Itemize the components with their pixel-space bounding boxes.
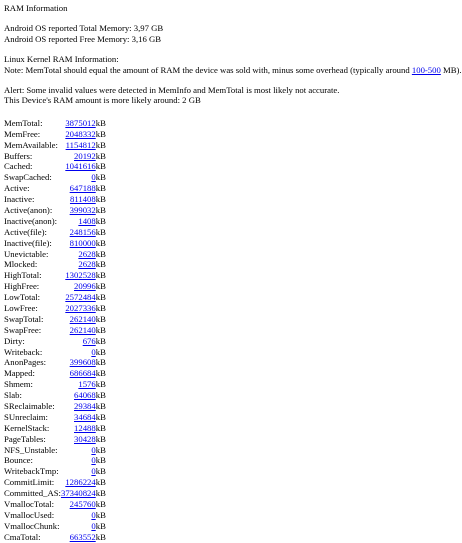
meminfo-row [4, 194, 106, 205]
meminfo-row [4, 249, 106, 260]
meminfo-row [4, 314, 106, 325]
meminfo-unit: kB [95, 368, 106, 379]
meminfo-value-cell [61, 379, 96, 390]
meminfo-value-cell [61, 129, 96, 140]
meminfo-row [4, 292, 106, 303]
meminfo-value-link[interactable]: 2628 [78, 259, 96, 270]
meminfo-value-link[interactable]: 0 [91, 346, 96, 357]
meminfo-key: Committed_AS: [4, 488, 61, 499]
meminfo-key: Bounce: [4, 455, 33, 466]
meminfo-value-link[interactable]: 0 [91, 455, 96, 466]
note-suffix: MB). [440, 64, 462, 75]
meminfo-value-link[interactable]: 37340824 [60, 488, 96, 499]
meminfo-unit: kB [95, 226, 106, 237]
meminfo-key: MemFree: [4, 128, 41, 139]
meminfo-row [4, 140, 106, 151]
meminfo-value-cell [61, 140, 96, 151]
os-free-memory: Android OS reported Free Memory: 3,16 GB [4, 33, 162, 44]
meminfo-value-cell [61, 357, 96, 368]
meminfo-value-link[interactable]: 2572484 [65, 292, 96, 303]
meminfo-unit: kB [95, 248, 106, 259]
meminfo-key: Inactive(file): [4, 237, 52, 248]
meminfo-unit: kB [95, 433, 106, 444]
meminfo-unit: kB [95, 128, 106, 139]
meminfo-key: AnonPages: [4, 357, 46, 368]
meminfo-unit: kB [95, 455, 106, 466]
meminfo-row [4, 412, 106, 423]
meminfo-value-link[interactable]: 676 [82, 335, 96, 346]
note-prefix: Note: MemTotal should equal the amount of RAM the device was sold with, minus some overhead (typically around [4, 64, 412, 75]
meminfo-key: NFS_Unstable: [4, 444, 58, 455]
meminfo-unit: kB [95, 357, 106, 368]
meminfo-unit: kB [95, 270, 106, 281]
meminfo-key: Cached: [4, 161, 33, 172]
meminfo-key: SwapFree: [4, 324, 42, 335]
meminfo-value-link[interactable]: 20996 [74, 281, 96, 292]
meminfo-unit: kB [95, 390, 106, 401]
meminfo-row [4, 205, 106, 216]
meminfo-row [4, 379, 106, 390]
meminfo-unit: kB [95, 117, 106, 128]
meminfo-value-cell [61, 368, 96, 379]
meminfo-key: Inactive(anon): [4, 215, 58, 226]
meminfo-key: Active(anon): [4, 204, 53, 215]
meminfo-table [4, 118, 106, 543]
meminfo-key: LowFree: [4, 302, 38, 313]
meminfo-value-cell [61, 216, 96, 227]
meminfo-unit: kB [95, 411, 106, 422]
meminfo-value-link[interactable]: 64068 [74, 390, 96, 401]
meminfo-value-cell [61, 477, 96, 488]
meminfo-value-cell [61, 259, 96, 270]
alert-line: Alert: Some invalid values were detected in MemInfo and MemTotal is most likely not accurate. [4, 85, 340, 96]
meminfo-row [4, 434, 106, 445]
meminfo-key: SUnreclaim: [4, 411, 48, 422]
meminfo-key: CmaTotal: [4, 531, 41, 542]
meminfo-value-link[interactable]: 20192 [74, 150, 96, 161]
meminfo-row [4, 532, 106, 543]
meminfo-unit: kB [95, 215, 106, 226]
meminfo-row [4, 118, 106, 129]
meminfo-value-cell [61, 238, 96, 249]
meminfo-value-link[interactable]: 399032 [69, 204, 96, 215]
meminfo-key: Dirty: [4, 335, 25, 346]
meminfo-value-cell [61, 466, 96, 477]
meminfo-row [4, 445, 106, 456]
meminfo-row [4, 455, 106, 466]
meminfo-unit: kB [95, 477, 106, 488]
meminfo-key: SwapCached: [4, 172, 52, 183]
meminfo-key: Mlocked: [4, 259, 38, 270]
meminfo-value-link[interactable]: 1408 [78, 215, 96, 226]
meminfo-unit: kB [95, 379, 106, 390]
meminfo-row [4, 227, 106, 238]
meminfo-value-cell [61, 314, 96, 325]
meminfo-row [4, 368, 106, 379]
meminfo-row [4, 129, 106, 140]
meminfo-value-cell [61, 194, 96, 205]
meminfo-value-link[interactable]: 0 [91, 466, 96, 477]
meminfo-value-cell [61, 249, 96, 260]
meminfo-unit: kB [95, 237, 106, 248]
meminfo-key: Mapped: [4, 368, 35, 379]
meminfo-key: Inactive: [4, 194, 35, 205]
meminfo-key: KernelStack: [4, 422, 50, 433]
meminfo-value-link[interactable]: 686684 [69, 368, 96, 379]
meminfo-row [4, 499, 106, 510]
meminfo-unit: kB [95, 401, 106, 411]
meminfo-unit: kB [95, 150, 106, 161]
meminfo-value-cell [61, 434, 96, 445]
note-line [4, 64, 462, 75]
meminfo-key: Shmem: [4, 379, 33, 390]
meminfo-value-cell [61, 488, 96, 499]
meminfo-value-cell [61, 183, 96, 194]
meminfo-unit: kB [95, 499, 106, 510]
meminfo-value-link[interactable]: 1576 [78, 379, 96, 390]
meminfo-unit: kB [95, 172, 106, 183]
meminfo-unit: kB [95, 183, 106, 194]
meminfo-unit: kB [95, 281, 106, 292]
meminfo-row [4, 357, 106, 368]
meminfo-value-cell [61, 151, 96, 162]
meminfo-value-link[interactable]: 2628 [78, 248, 96, 259]
meminfo-unit: kB [95, 139, 106, 150]
meminfo-value-cell [61, 401, 96, 412]
meminfo-value-link[interactable]: 34684 [74, 411, 96, 422]
meminfo-value-link[interactable]: 12488 [74, 422, 96, 433]
meminfo-value-link[interactable]: 2027336 [65, 302, 96, 313]
meminfo-row [4, 325, 106, 336]
meminfo-row [4, 347, 106, 358]
meminfo-key: VmallocTotal: [4, 499, 55, 510]
meminfo-row [4, 172, 106, 183]
spacer [4, 13, 451, 23]
meminfo-unit: kB [95, 302, 106, 313]
meminfo-key: MemAvailable: [4, 139, 58, 150]
meminfo-value-link[interactable]: 3875012 [65, 117, 96, 128]
meminfo-value-link[interactable]: 0 [91, 509, 96, 520]
meminfo-value-link[interactable]: 248156 [69, 226, 96, 237]
device-ram-estimate: This Device's RAM amount is more likely around: 2 GB [4, 95, 201, 106]
spacer [4, 44, 451, 54]
meminfo-value-cell [61, 303, 96, 314]
meminfo-key: CommitLimit: [4, 477, 55, 488]
meminfo-row [4, 183, 106, 194]
meminfo-value-link[interactable]: 1302528 [65, 270, 96, 281]
meminfo-row [4, 477, 106, 488]
meminfo-key: HighTotal: [4, 270, 42, 281]
meminfo-value-cell [61, 521, 96, 532]
meminfo-row [4, 238, 106, 249]
meminfo-value-cell [61, 161, 96, 172]
meminfo-key: WritebackTmp: [4, 466, 59, 477]
meminfo-unit: kB [95, 204, 106, 215]
meminfo-value-link[interactable]: 1154812 [65, 139, 96, 150]
page-title: RAM Information [4, 3, 68, 13]
meminfo-value-cell [61, 336, 96, 347]
spacer [4, 75, 451, 85]
meminfo-unit: kB [95, 466, 106, 477]
meminfo-value-link[interactable]: 811408 [69, 194, 96, 205]
meminfo-value-link[interactable]: 1286224 [65, 477, 96, 488]
meminfo-key: VmallocUsed: [4, 509, 55, 520]
meminfo-key: SReclaimable: [4, 401, 55, 411]
meminfo-unit: kB [95, 422, 106, 433]
meminfo-row [4, 510, 106, 521]
meminfo-unit: kB [95, 324, 106, 335]
meminfo-value-cell [61, 205, 96, 216]
note-range-link[interactable]: 100-500 [411, 64, 441, 75]
meminfo-value-cell [61, 445, 96, 456]
meminfo-value-cell [61, 455, 96, 466]
meminfo-unit: kB [95, 520, 106, 531]
meminfo-value-link[interactable]: 30428 [74, 433, 96, 444]
meminfo-unit: kB [95, 194, 106, 205]
meminfo-unit: kB [95, 161, 106, 172]
meminfo-value-cell [61, 292, 96, 303]
meminfo-unit: kB [95, 531, 106, 542]
meminfo-unit: kB [95, 346, 106, 357]
meminfo-value-cell [61, 325, 96, 336]
meminfo-unit: kB [95, 313, 106, 324]
meminfo-key: Unevictable: [4, 248, 49, 259]
meminfo-value-link[interactable]: 399608 [69, 357, 96, 368]
meminfo-key: PageTables: [4, 433, 46, 444]
meminfo-value-link[interactable]: 2048332 [65, 128, 96, 139]
kernel-header: Linux Kernel RAM Information: [4, 54, 119, 65]
meminfo-value-link[interactable]: 262140 [69, 324, 96, 335]
meminfo-row [4, 161, 106, 172]
meminfo-row [4, 390, 106, 401]
meminfo-key: VmallocChunk: [4, 520, 60, 531]
meminfo-row [4, 466, 106, 477]
meminfo-key: Buffers: [4, 150, 33, 161]
meminfo-row [4, 151, 106, 162]
meminfo-value-cell [61, 532, 96, 543]
meminfo-value-link[interactable]: 245760 [69, 499, 96, 510]
meminfo-row [4, 488, 106, 499]
meminfo-value-link[interactable]: 810000 [69, 237, 96, 248]
meminfo-row [4, 270, 106, 281]
meminfo-row [4, 216, 106, 227]
spacer [4, 106, 451, 116]
meminfo-key: Slab: [4, 390, 22, 401]
meminfo-value-cell [61, 227, 96, 238]
meminfo-row [4, 281, 106, 292]
meminfo-value-cell [61, 390, 96, 401]
meminfo-row [4, 303, 106, 314]
meminfo-key: SwapTotal: [4, 313, 44, 324]
meminfo-value-cell [61, 510, 96, 521]
meminfo-value-cell [61, 281, 96, 292]
meminfo-unit: kB [95, 488, 106, 499]
meminfo-value-cell [61, 423, 96, 434]
meminfo-row [4, 423, 106, 434]
meminfo-value-link[interactable]: 29384 [74, 401, 96, 411]
meminfo-value-link[interactable]: 0 [91, 444, 96, 455]
meminfo-key: Active: [4, 183, 30, 194]
meminfo-key: HighFree: [4, 281, 40, 292]
meminfo-value-cell [61, 270, 96, 281]
meminfo-value-link[interactable]: 0 [91, 172, 96, 183]
os-total-memory: Android OS reported Total Memory: 3,97 GB [4, 23, 164, 34]
meminfo-unit: kB [95, 335, 106, 346]
meminfo-key: Writeback: [4, 346, 43, 357]
meminfo-value-link[interactable]: 663552 [69, 531, 96, 542]
meminfo-value-link[interactable]: 1041616 [65, 161, 96, 172]
meminfo-unit: kB [95, 509, 106, 520]
meminfo-unit: kB [95, 292, 106, 303]
meminfo-key: LowTotal: [4, 292, 41, 303]
meminfo-value-link[interactable]: 0 [91, 520, 96, 531]
meminfo-value-link[interactable]: 647188 [69, 183, 96, 194]
meminfo-value-cell [61, 172, 96, 183]
meminfo-key: Active(file): [4, 226, 47, 237]
meminfo-value-link[interactable]: 262140 [69, 313, 96, 324]
meminfo-row [4, 336, 106, 347]
meminfo-unit: kB [95, 444, 106, 455]
meminfo-row [4, 401, 106, 412]
meminfo-unit: kB [95, 259, 106, 270]
meminfo-value-cell [61, 412, 96, 423]
meminfo-row [4, 259, 106, 270]
meminfo-value-cell [61, 347, 96, 358]
meminfo-key: MemTotal: [4, 117, 43, 128]
meminfo-value-cell [61, 118, 96, 129]
meminfo-row [4, 521, 106, 532]
meminfo-value-cell [61, 499, 96, 510]
